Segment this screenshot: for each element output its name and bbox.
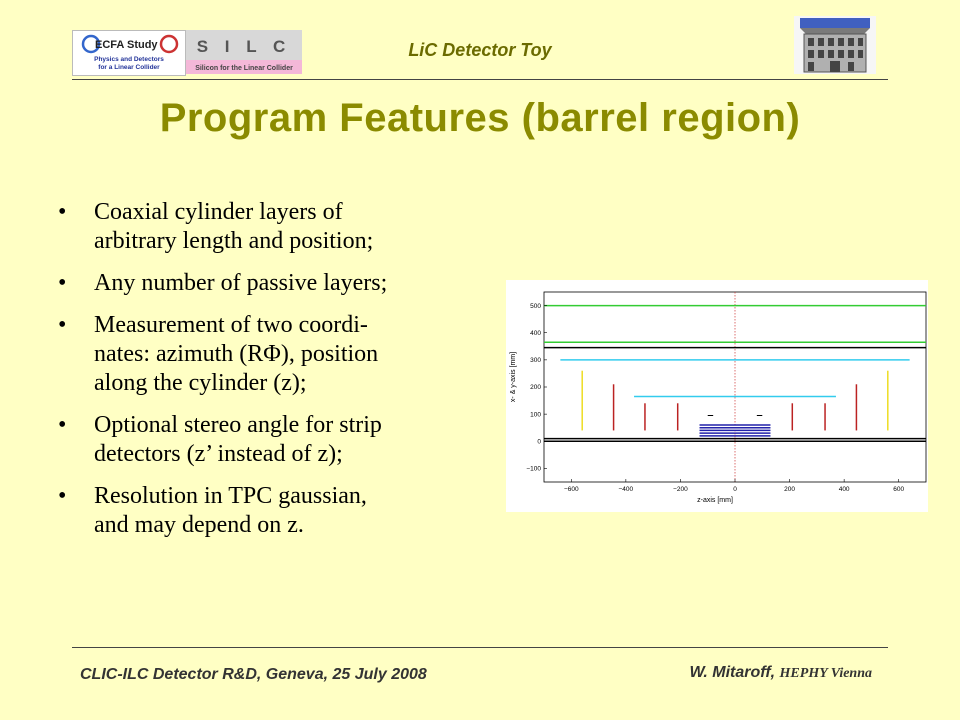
x-axis-label: z-axis [mm] <box>697 497 733 504</box>
footer-divider <box>72 647 888 648</box>
bullet-icon: • <box>58 483 67 509</box>
x-tick-label: −600 <box>563 486 579 493</box>
bullet-text-line: Any number of passive layers; <box>94 270 388 296</box>
x-tick-label: 600 <box>893 486 905 493</box>
footer-author-block <box>600 664 872 682</box>
list-item <box>58 411 498 469</box>
institute-building-logo <box>794 16 876 74</box>
y-tick-label: −100 <box>526 465 541 473</box>
slide-title: Program Features (barrel region) <box>159 96 801 140</box>
footer-institute: HEPHY Vienna <box>779 666 872 681</box>
bullet-text-line: along the cylinder (z); <box>94 370 307 396</box>
bullet-text-line: Measurement of two coordi- <box>94 312 368 338</box>
x-tick-label: 200 <box>784 486 796 493</box>
header-title: LiC Detector Toy <box>408 40 552 60</box>
ecfa-logo-name: ECFA Study <box>95 39 158 51</box>
silc-logo-subtitle: Silicon for the Linear Collider <box>195 65 293 72</box>
y-tick-label: 300 <box>530 357 541 365</box>
bullet-text-line: Coaxial cylinder layers of <box>94 199 343 225</box>
bullet-icon: • <box>58 270 67 296</box>
x-tick-label: 400 <box>838 486 850 493</box>
y-axis-label: x- & y-axis [mm] <box>510 351 517 403</box>
bullet-text-line: Optional stereo angle for strip <box>94 412 382 438</box>
ecfa-logo-line2: for a Linear Collider <box>98 64 160 71</box>
bullet-text-line: detectors (z’ instead of z); <box>94 441 343 467</box>
bullet-text-line: and may depend on z. <box>94 512 304 538</box>
y-tick-label: 200 <box>530 384 541 392</box>
footer-author: W. Mitaroff, <box>689 664 776 681</box>
x-tick-label: 0 <box>733 486 737 493</box>
bullet-icon: • <box>58 199 67 225</box>
y-tick-label: 400 <box>530 329 541 337</box>
bullet-text-line: nates: azimuth (RΦ), position <box>94 341 379 367</box>
list-item <box>58 311 498 398</box>
bullet-icon: • <box>58 412 67 438</box>
x-tick-label: −400 <box>618 486 634 493</box>
detector-layout-plot <box>506 280 928 512</box>
list-item <box>58 198 498 256</box>
list-item <box>58 269 498 298</box>
feature-list <box>58 198 498 553</box>
list-item <box>58 482 498 540</box>
silc-logo-letters: S I L C <box>196 37 292 56</box>
ecfa-logo-line1: Physics and Detectors <box>94 56 164 63</box>
y-tick-label: 0 <box>537 438 541 446</box>
bullet-text-line: Resolution in TPC gaussian, <box>94 483 367 509</box>
x-tick-label: −200 <box>673 486 688 493</box>
bullet-icon: • <box>58 312 67 338</box>
bullet-text-line: arbitrary length and position; <box>94 228 374 254</box>
footer-event: CLIC-ILC Detector R&D, Geneva, 25 July 2008 <box>80 666 427 683</box>
header-divider <box>72 79 888 80</box>
y-tick-label: 100 <box>530 411 541 419</box>
y-tick-label: 500 <box>530 302 541 310</box>
